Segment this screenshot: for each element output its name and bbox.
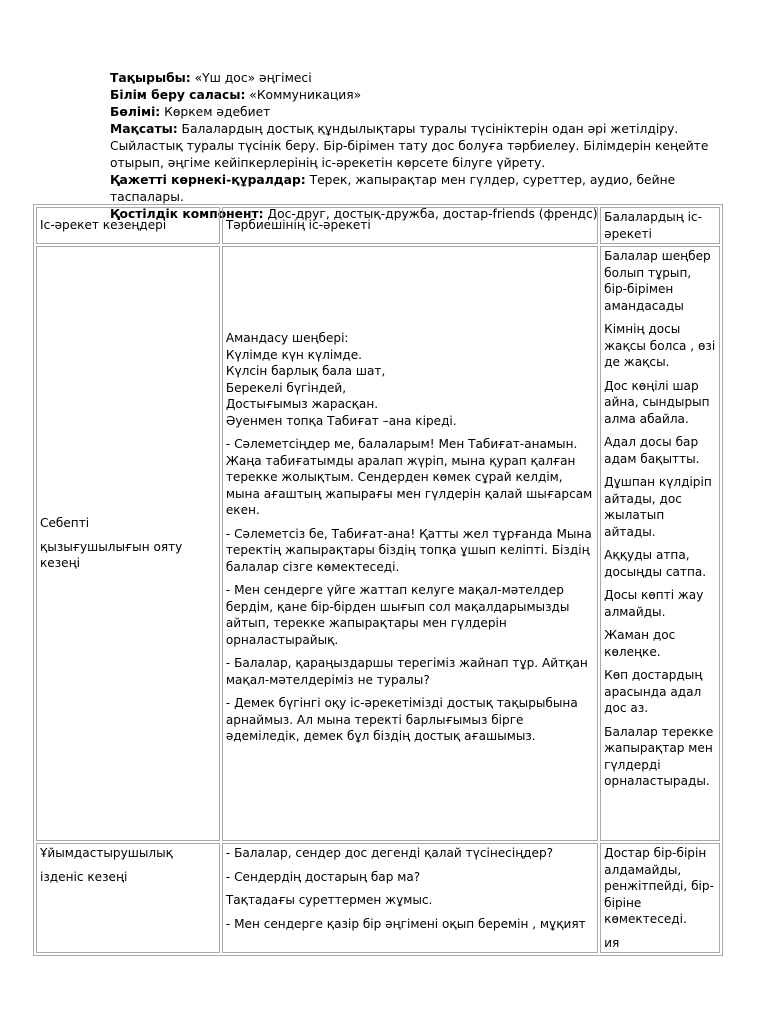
table-row <box>36 843 720 953</box>
multilingual-label: Қостілдік компонент: <box>110 207 264 221</box>
topic-value: «Үш дос» әңгімесі <box>190 71 312 85</box>
stage-line: Ұйымдастырушылық <box>40 846 173 860</box>
goal-value: Балалардың достық құндылықтары туралы түсініктерін одан әрі жетілдіру. Сыйластық туралы түсінік беру. Бір-бірімен тату дос болуға тәрбиелеу. Білімдерін кеңейте отырып, әңгіме кейіпкерлерінің іс-әрекетін көрсете білуге үйрету. <box>110 122 709 170</box>
children-item: Аққуды атпа, досыңды сатпа. <box>604 548 707 579</box>
area-label: Білім беру саласы: <box>110 88 246 102</box>
stage-line: ізденіс кезеңі <box>40 869 128 884</box>
header-children: Балалардың іс-әрекеті <box>600 207 720 244</box>
goal-line <box>110 121 710 172</box>
stage-cell <box>36 843 220 953</box>
goal-label: Мақсаты: <box>110 122 178 136</box>
poem-line: Әуенмен топқа Табиғат –ана кіреді. <box>225 413 457 428</box>
teacher-paragraph: - Сәлеметсіңдер ме, балаларым! Мен Табиғат-анамын. Жаңа табиғатымды аралап жүріп, мына қурап қалған терекке жолықтым. Сендерден көмек сұрай келдім, мына ағаштың жапырағы мен гүлдерін қалай шығарсам екен. <box>225 437 593 517</box>
section-label: Бөлімі: <box>110 105 161 119</box>
materials-value: Терек, жапырақтар мен гүлдер, суреттер, аудио, бейне таспалары. <box>110 173 676 204</box>
materials-line <box>110 172 710 206</box>
greeting-poem <box>226 330 594 429</box>
teacher-cell <box>222 843 598 953</box>
children-item: Көп достардың арасында адал дос аз. <box>604 668 703 715</box>
teacher-paragraph: - Мен сендерге үйге жаттап келуге мақал-мәтелдер бердім, қане бір-бірден шығып сол мақалдарымызды айтып, терекке жапырақтары мен гүлдерін орналастырайық. <box>225 583 570 647</box>
teacher-cell <box>222 246 598 841</box>
children-item: Дұшпан күлдіріп айтады, дос жылатып айтады. <box>604 475 712 539</box>
children-item: Дос көңілі шар айна, сындырып алма абайла. <box>604 378 710 426</box>
section-value: Көркем әдебиет <box>160 105 271 119</box>
children-item: Балалар терекке жапырақтар мен гүлдерді орналастырады. <box>604 724 714 788</box>
teacher-paragraph: - Мен сендерге қазір бір әңгімені оқып беремін , мұқият <box>225 916 586 931</box>
table-row <box>36 246 720 841</box>
children-item: Кімнің досы жақсы болса , өзі де жақсы. <box>604 322 716 369</box>
header-teacher: Тәрбиешінің іс-әрекеті <box>222 207 598 244</box>
teacher-paragraph: - Сәлеметсіз бе, Табиғат-ана! Қатты жел тұрғанда Мына теректің жапырақтары біздің топқа ұшып келіпті. Біздің балалар сізге көмектеседі. <box>225 526 592 574</box>
area-value: «Коммуникация» <box>245 88 362 102</box>
teacher-paragraph: - Демек бүгінгі оқу іс-әрекетімізді достық тақырыбына арнаймыз. Ал мына теректі барлығымыз бірге әдеміледік, демек бұл біздің достық ағашымыз. <box>225 696 578 743</box>
stage-cell <box>36 246 220 841</box>
area-line <box>110 87 710 104</box>
children-cell <box>600 246 720 841</box>
children-cell <box>600 843 720 953</box>
table-header-row <box>36 207 720 244</box>
section-line <box>110 104 710 121</box>
children-item: Балалар шеңбер болып тұрып, бір-бірімен амандасады <box>604 249 711 313</box>
poem-line: Күлімде күн күлімде. <box>225 347 362 362</box>
header-stage: Іс-әрекет кезеңдері <box>36 207 220 244</box>
poem-line: Достығымыз жарасқан. <box>225 397 379 411</box>
children-item: Жаман дос көлеңке. <box>604 628 676 659</box>
teacher-paragraph: Тақтадағы суреттермен жұмыс. <box>225 893 433 907</box>
teacher-paragraph: - Балалар, сендер дос дегенді қалай түсінесіңдер? <box>225 846 554 860</box>
stage-line: қызығушылығын ояту кезеңі <box>40 539 183 571</box>
lesson-header <box>110 70 710 223</box>
topic-label: Тақырыбы: <box>110 71 191 85</box>
children-item: ия <box>604 935 620 950</box>
multilingual-value: Дос-друг, достық-дружба, достар-friends (френдс) <box>263 207 598 221</box>
poem-line: Берекелі бүгіндей, <box>225 380 347 395</box>
poem-line: Күлсін барлық бала шат, <box>225 364 386 378</box>
teacher-paragraph: - Балалар, қараңыздаршы терегіміз жайнап тұр. Айтқан мақал-мәтелдеріміз не туралы? <box>225 656 588 687</box>
poem-line: Амандасу шеңбері: <box>225 331 349 345</box>
topic-line <box>110 70 710 87</box>
stage-line: Себепті <box>40 516 90 531</box>
teacher-paragraph: - Сендердің достарың бар ма? <box>225 869 421 884</box>
children-item: Достар бір-бірін алдамайды, ренжітпейді, бір-біріне көмектеседі. <box>604 846 714 926</box>
materials-label: Қажетті көрнекі-құралдар: <box>110 173 306 187</box>
children-item: Адал досы бар адам бақытты. <box>604 435 700 466</box>
lesson-table <box>33 204 723 956</box>
children-item: Досы көпті жау алмайды. <box>604 588 704 619</box>
